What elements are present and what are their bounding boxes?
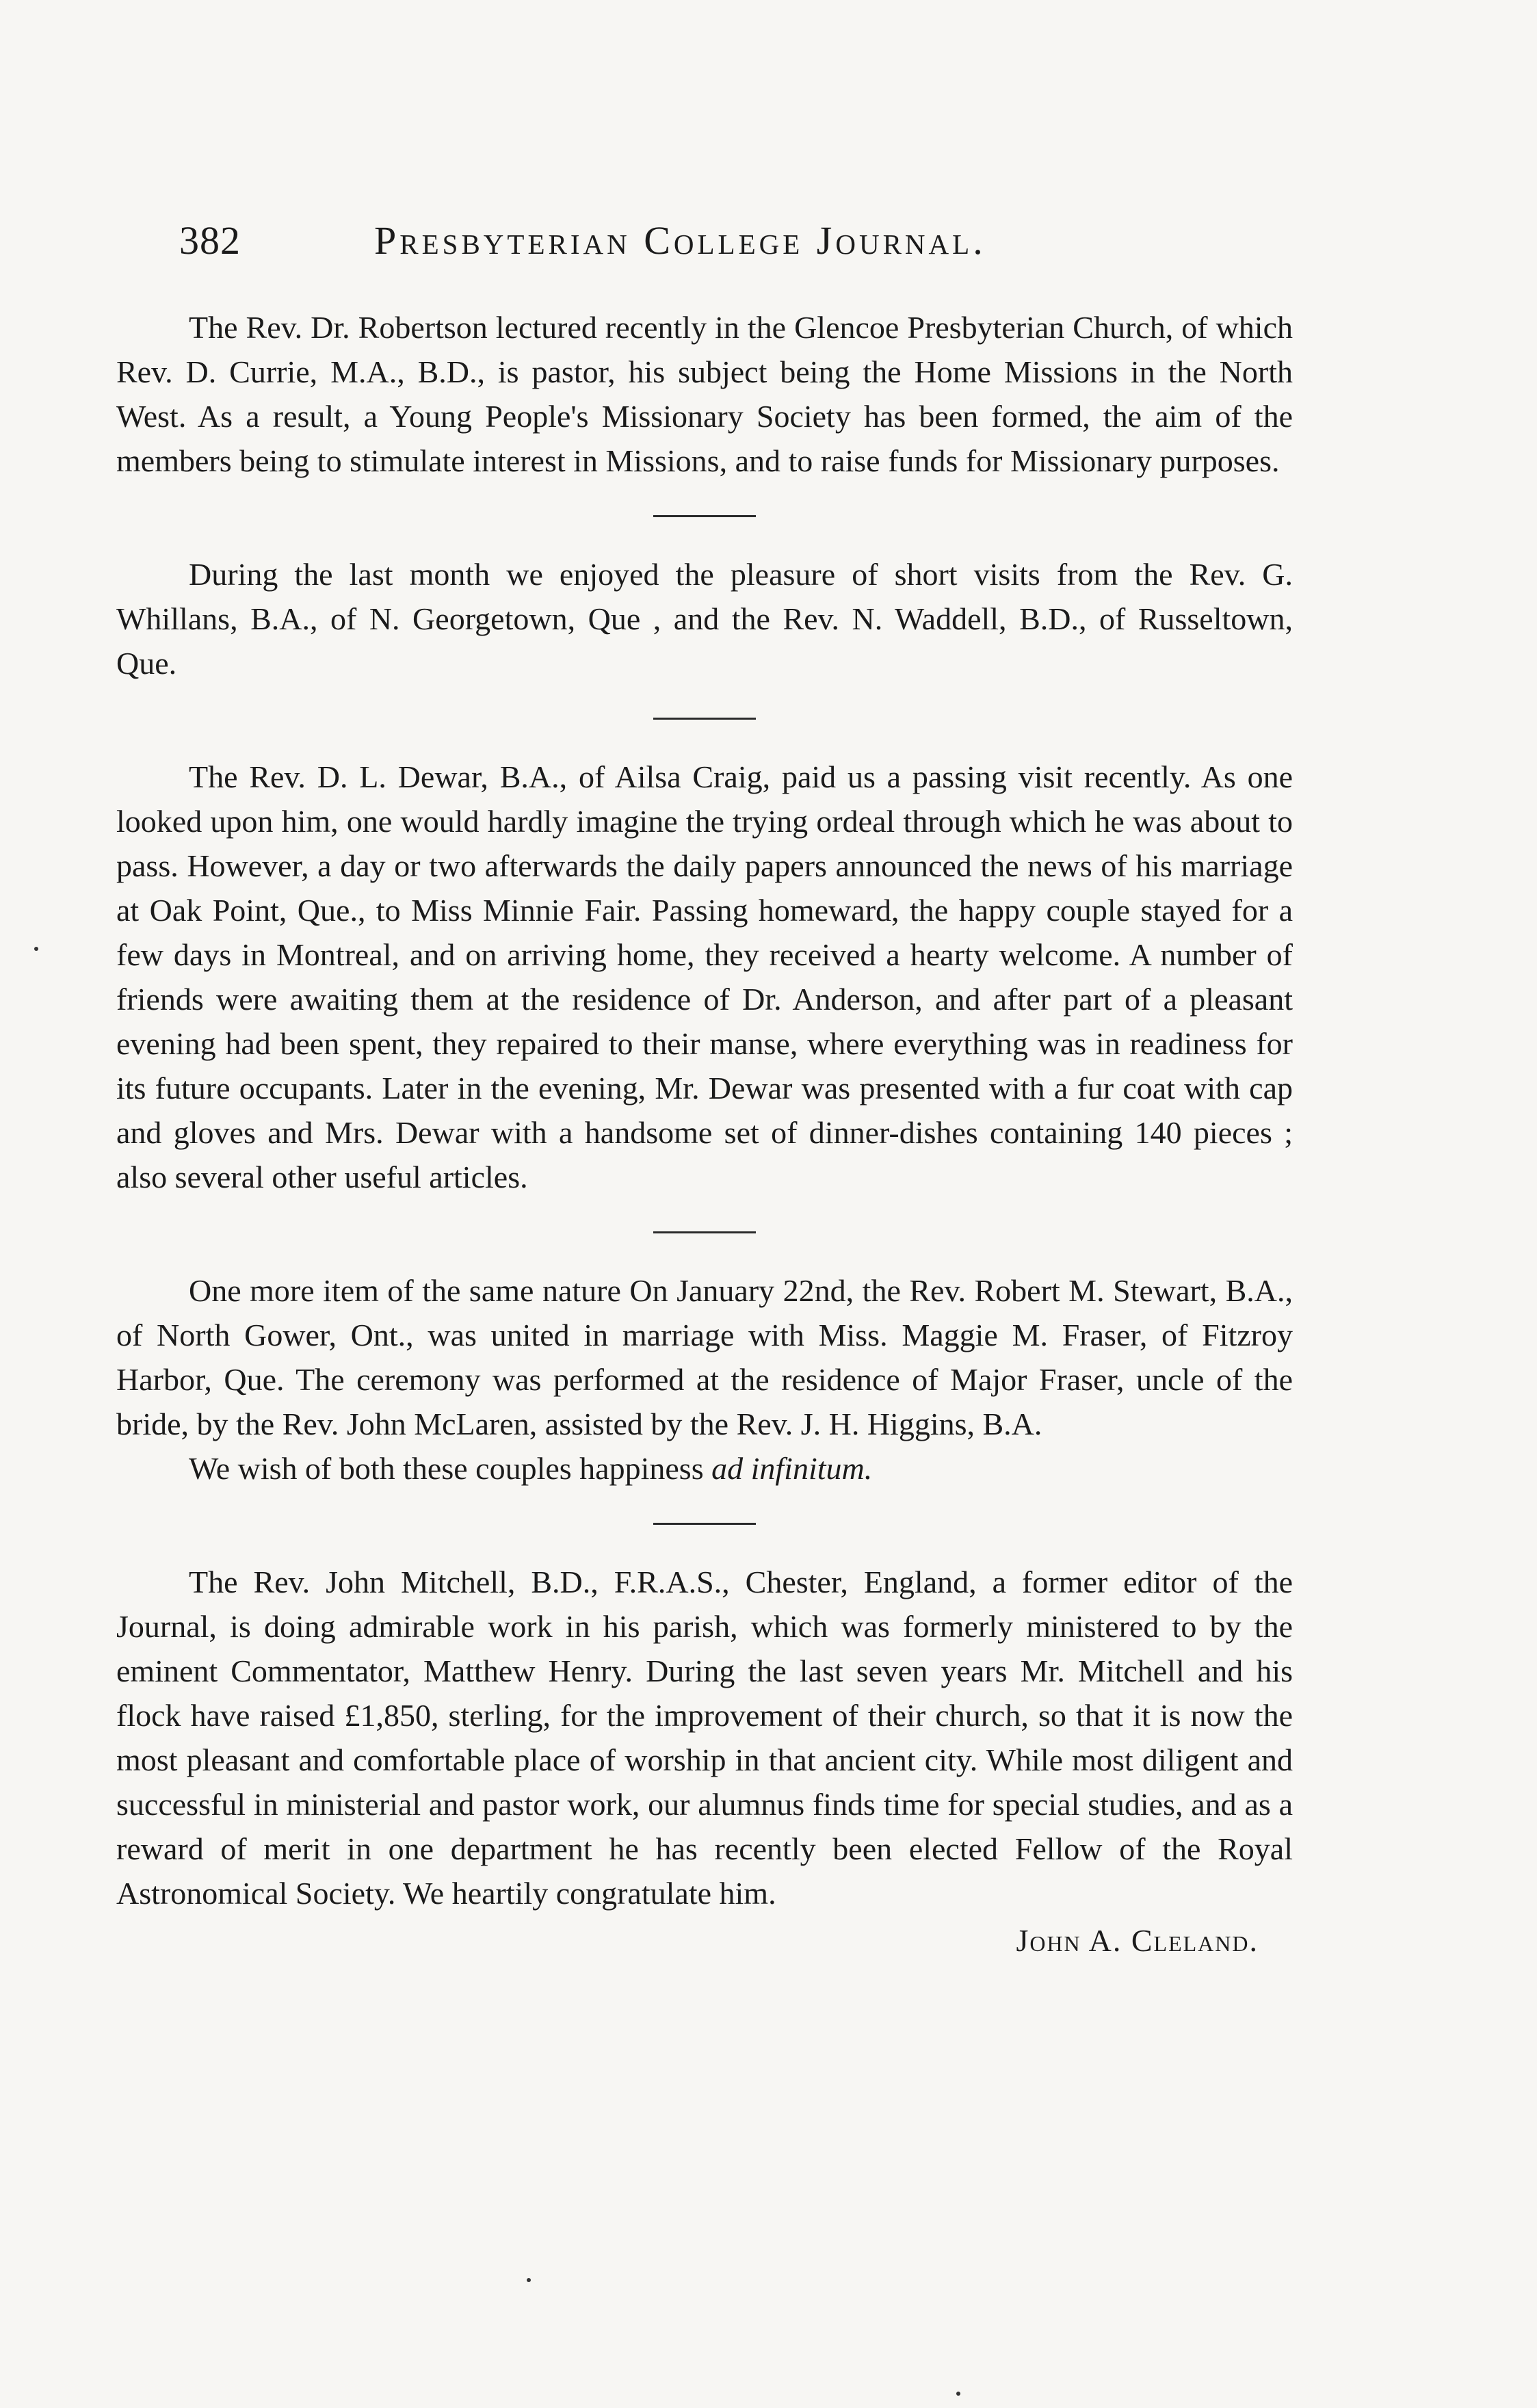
paragraph-wishes — [116, 1446, 1293, 1491]
speck-mark — [956, 2392, 960, 2396]
page-number: 382 — [179, 218, 241, 263]
paragraph-mitchell: The Rev. John Mitchell, B.D., F.R.A.S., Chester, England, a former editor of the Journal, is doing admirable work in his parish, which was formerly ministered to by the eminent Commentator, Matthew Henry. During the last seven years Mr. Mitchell and his flock have raised £1,850, sterling, for the improvement of their church, so that it is now the most pleasant and comfortable place of worship in that ancient city. While most diligent and successful in ministerial and pastor work, our alumnus finds time for special studies, and as a reward of merit in one department he has recently been elected Fellow of the Royal Astronomical Society. We heartily congratulate him. — [116, 1565, 1293, 1911]
wishes-text: We wish of both these couples happiness — [189, 1451, 704, 1486]
page-header — [179, 218, 1301, 272]
section-divider — [653, 1523, 756, 1525]
article-body — [116, 305, 1293, 1963]
section-divider — [653, 718, 756, 720]
signature: John A. Cleland. — [1016, 1923, 1259, 1958]
section-divider — [653, 515, 756, 517]
paragraph-visits: During the last month we enjoyed the pleasure of short visits from the Rev. G. Whillans, B.A., of N. Georgetown, Que , and the Rev. N. Waddell, B.D., of Russeltown, Que. — [116, 557, 1293, 681]
section-divider — [653, 1231, 756, 1233]
speck-mark — [527, 2278, 531, 2282]
paragraph-dewar-marriage: The Rev. D. L. Dewar, B.A., of Ailsa Craig, paid us a passing visit recently. As one looked upon him, one would hardly imagine the trying ordeal through which he was about to pass. However, a day or two afterwards the daily papers announced the news of his marriage at Oak Point, Que., to Miss Minnie Fair. Passing homeward, the happy couple stayed for a few days in Montreal, and on arriving home, they received a hearty welcome. A number of friends were awaiting them at the residence of Dr. Anderson, and after part of a pleasant evening had been spent, they repaired to their manse, where everything was in readiness for its future occupants. Later in the evening, Mr. Dewar was presented with a fur coat with cap and gloves and Mrs. Dewar with a handsome set of dinner-dishes containing 140 pieces ; also several other useful articles. — [116, 759, 1293, 1194]
margin-mark — [34, 947, 38, 951]
paragraph-stewart-marriage: One more item of the same nature On January 22nd, the Rev. Robert M. Stewart, B.A., of North Gower, Ont., was united in marriage with Miss. Maggie M. Fraser, of Fitzroy Harbor, Que. The ceremony was performed at the residence of Major Fraser, uncle of the bride, by the Rev. John McLaren, assisted by the Rev. J. H. Higgins, B.A. — [116, 1273, 1293, 1441]
running-head: Presbyterian College Journal. — [374, 218, 986, 263]
wishes-latin-phrase: ad infinitum. — [711, 1451, 873, 1486]
paragraph-robertson-lecture: The Rev. Dr. Robertson lectured recently in the Glencoe Presbyterian Church, of which Rev. D. Currie, M.A., B.D., is pastor, his subject being the Home Missions in the North West. As a result, a Young People's Missionary Society has been formed, the aim of the members being to stimulate interest in Missions, and to raise funds for Missionary purposes. — [116, 310, 1293, 478]
